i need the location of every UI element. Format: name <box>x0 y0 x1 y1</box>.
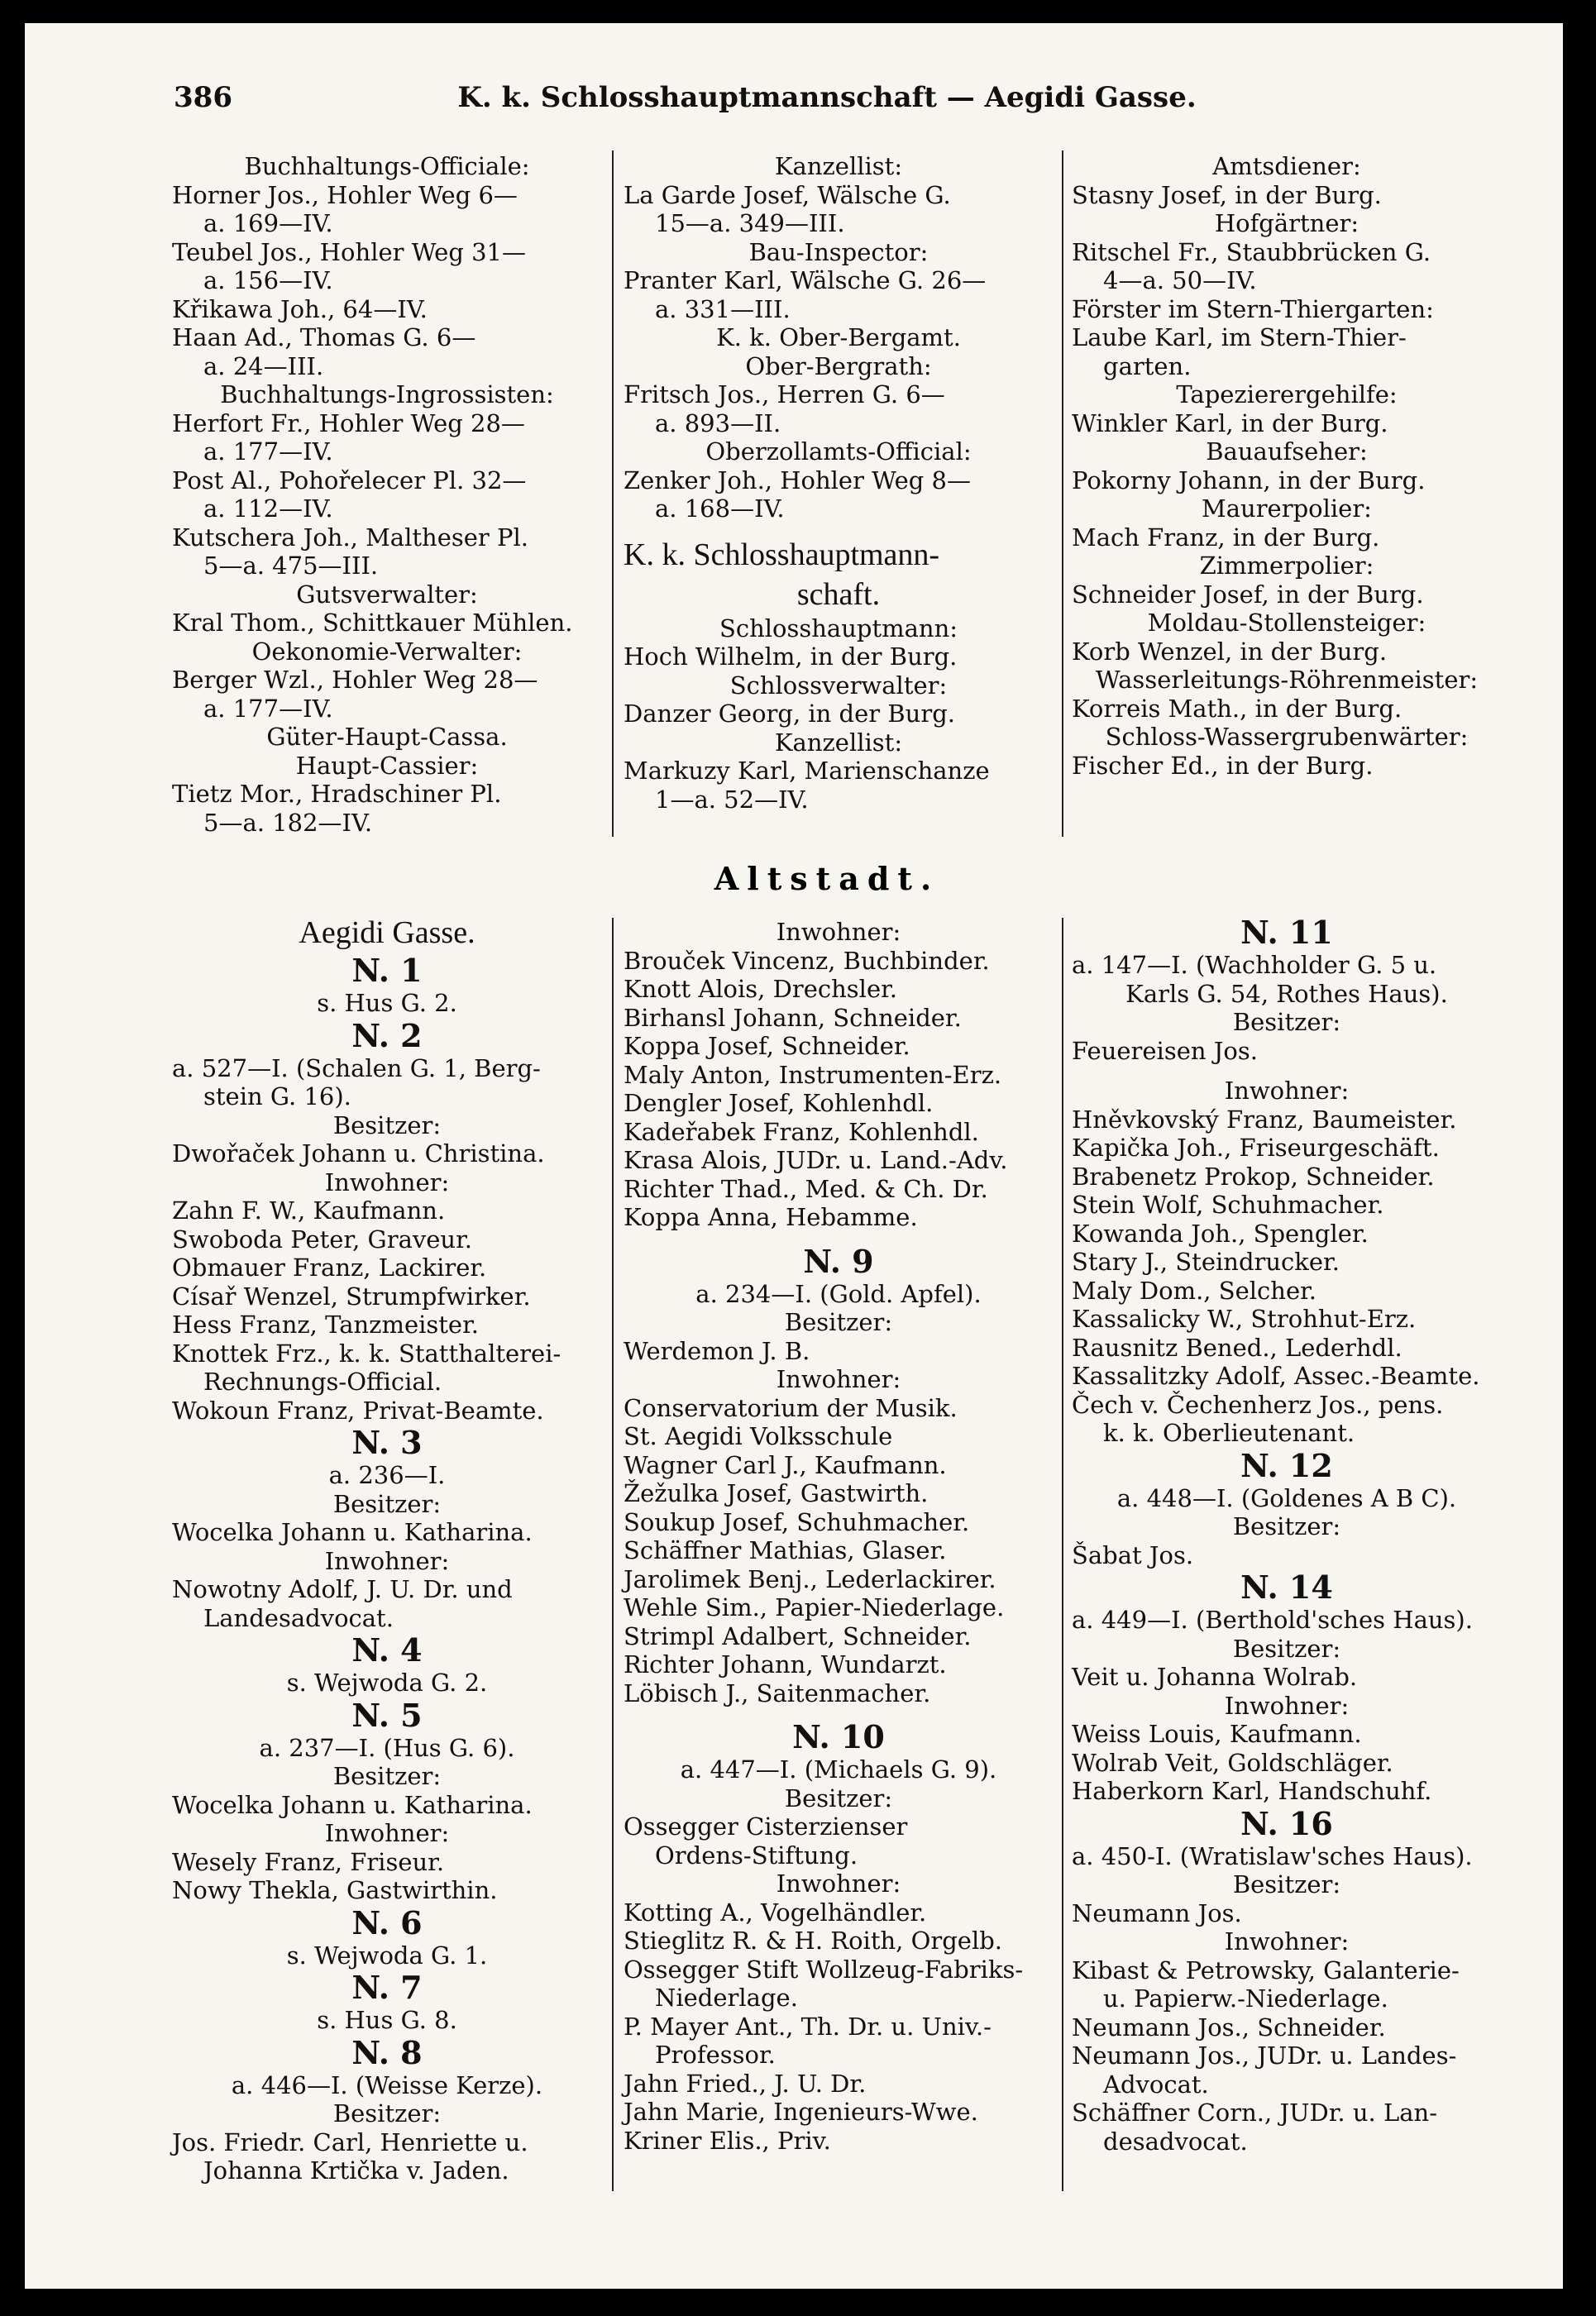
entry-line: Zenker Joh., Hohler Weg 8— <box>624 466 972 494</box>
house-number: N. 1 <box>351 952 423 989</box>
entry-line: Hofgärtner: <box>1214 209 1359 237</box>
entry-line: Kibast & Petrowsky, Galanterie- <box>1072 1955 1460 1984</box>
entry-line: La Garde Josef, Wälsche G. <box>624 180 951 209</box>
entry-line: Hněvkovský Franz, Baumeister. <box>1072 1105 1457 1134</box>
entry-line: Nowotny Adolf, J. U. Dr. und <box>172 1575 513 1603</box>
entry-line: Richter Thad., Med. & Ch. Dr. <box>624 1174 988 1203</box>
entry-line: Besitzer: <box>332 1489 442 1518</box>
entry-line: k. k. Oberlieutenant. <box>1103 1419 1355 1447</box>
entry-line: Oberzollamts-Official: <box>705 437 972 466</box>
entry-line: Dengler Josef, Kohlenhdl. <box>624 1089 934 1117</box>
entry-line: Gutsverwalter: <box>296 580 478 609</box>
entry-line: u. Papierw.-Niederlage. <box>1103 1984 1388 2013</box>
entry-line: s. Wejwoda G. 2. <box>286 1669 488 1697</box>
entry-line: Jahn Marie, Ingenieurs-Wwe. <box>624 2098 978 2126</box>
entry-line: Winkler Karl, in der Burg. <box>1072 408 1388 437</box>
entry-line: Inwohner: <box>776 918 901 946</box>
entry-line: Maurerpolier: <box>1202 494 1372 523</box>
bottom-column-1 <box>172 913 602 2185</box>
entry-line: Advocat. <box>1103 2070 1209 2099</box>
entry-line: a. 449—I. (Berthold'sches Haus). <box>1072 1606 1473 1634</box>
entry-line: a. 236—I. <box>328 1461 446 1489</box>
entry-line: Aegidi Gasse. <box>299 915 475 950</box>
entry-line: K. k. Ober-Bergamt. <box>716 323 961 351</box>
entry-line: 5—a. 182—IV. <box>203 808 373 837</box>
entry-line: a. 156—IV. <box>203 266 333 294</box>
entry-line: Tietz Mor., Hradschiner Pl. <box>172 780 502 808</box>
entry-line: Veit u. Johanna Wolrab. <box>1072 1663 1358 1691</box>
house-number: N. 3 <box>351 1424 423 1461</box>
entry-line: Berger Wzl., Hohler Weg 28— <box>172 666 538 694</box>
entry-line: Zimmerpolier: <box>1199 552 1374 580</box>
entry-line: Křikawa Joh., 64—IV. <box>172 294 428 323</box>
entry-line: Schneider Josef, in der Burg. <box>1072 580 1424 609</box>
entry-line: Korb Wenzel, in der Burg. <box>1072 637 1388 666</box>
entry-line: Schlossverwalter: <box>729 671 948 700</box>
entry-line: Stasny Josef, in der Burg. <box>1072 180 1382 209</box>
entry-line: Maly Dom., Selcher. <box>1072 1276 1317 1305</box>
entry-line: Brouček Vincenz, Buchbinder. <box>624 946 990 975</box>
entry-line: Besitzer: <box>1232 1008 1341 1036</box>
column-divider <box>612 150 614 837</box>
column-divider <box>1062 918 1063 2191</box>
entry-line: Förster im Stern-Thiergarten: <box>1072 294 1434 323</box>
entry-line: Koppa Josef, Schneider. <box>624 1032 910 1060</box>
house-number: N. 7 <box>351 1969 423 2006</box>
entry-line: Císař Wenzel, Strumpfwirker. <box>172 1282 531 1311</box>
entry-line: Knottek Frz., k. k. Statthalterei- <box>172 1339 561 1368</box>
entry-line: Niederlage. <box>655 1984 798 2012</box>
entry-line: Haupt-Cassier: <box>295 751 479 780</box>
entry-line: Inwohner: <box>324 1819 450 1847</box>
entry-line: Wagner Carl J., Kaufmann. <box>624 1450 947 1479</box>
entry-line: Weiss Louis, Kaufmann. <box>1072 1720 1362 1748</box>
house-number: N. 16 <box>1240 1804 1333 1842</box>
entry-line: Krasa Alois, JUDr. u. Land.-Adv. <box>624 1146 1008 1174</box>
entry-line: Fritsch Jos., Herren G. 6— <box>624 380 945 408</box>
entry-line: Moldau-Stollensteiger: <box>1147 609 1426 637</box>
entry-line: Haberkorn Karl, Handschuhf. <box>1072 1777 1432 1805</box>
house-number: N. 9 <box>803 1242 874 1280</box>
entry-line: Conservatorium der Musik. <box>624 1393 958 1422</box>
entry-line: Inwohner: <box>1224 1691 1350 1720</box>
entry-line: Besitzer: <box>1232 1512 1341 1540</box>
entry-line: Hoch Wilhelm, in der Burg. <box>624 642 958 671</box>
page-header <box>149 73 1505 122</box>
entry-line: garten. <box>1103 351 1192 380</box>
entry-line: s. Hus G. 8. <box>317 2006 457 2034</box>
entry-line: Tapezierergehilfe: <box>1176 380 1398 408</box>
house-number: N. 10 <box>792 1718 885 1755</box>
entry-line: a. 177—IV. <box>203 437 333 466</box>
entry-line: Neumann Jos., JUDr. u. Landes- <box>1072 2041 1457 2070</box>
entry-line: s. Wejwoda G. 1. <box>286 1941 488 1970</box>
spacer <box>624 523 1054 535</box>
entry-line: stein G. 16). <box>203 1082 351 1110</box>
running-title: K. k. Schlosshauptmannschaft — Aegidi Gasse. <box>457 81 1197 114</box>
entry-line: Nowy Thekla, Gastwirthin. <box>172 1876 498 1904</box>
entry-line: Kadeřabek Franz, Kohlenhdl. <box>624 1117 979 1146</box>
entry-line: Maly Anton, Instrumenten-Erz. <box>624 1060 1002 1089</box>
entry-line: Werdemon J. B. <box>624 1336 810 1365</box>
bottom-column-3 <box>1072 914 1502 2156</box>
entry-line: Inwohner: <box>776 1365 901 1393</box>
entry-line: Zahn F. W., Kaufmann. <box>172 1196 446 1225</box>
entry-line: Inwohner: <box>324 1168 450 1196</box>
entry-line: a. 169—IV. <box>203 209 333 237</box>
entry-line: Danzer Georg, in der Burg. <box>624 700 956 728</box>
entry-line: Koppa Anna, Hebamme. <box>624 1203 918 1231</box>
entry-line: Swoboda Peter, Graveur. <box>172 1225 472 1254</box>
entry-line: Besitzer: <box>332 1110 442 1139</box>
entry-line: Jahn Fried., J. U. Dr. <box>624 2069 867 2098</box>
house-number: N. 11 <box>1240 914 1333 951</box>
entry-line: Güter-Haupt-Cassa. <box>266 723 508 751</box>
top-column-3 <box>1072 152 1502 780</box>
entry-line: Stary J., Steindrucker. <box>1072 1248 1340 1276</box>
entry-line: Kanzellist: <box>774 728 903 757</box>
entry-line: Oekonomie-Verwalter: <box>251 637 523 666</box>
entry-line: Strimpl Adalbert, Schneider. <box>624 1621 972 1650</box>
entry-line: Kassalicky W., Strohhut-Erz. <box>1072 1305 1417 1333</box>
entry-line: Besitzer: <box>1232 1634 1341 1663</box>
entry-line: Herfort Fr., Hohler Weg 28— <box>172 408 525 437</box>
entry-line: a. 234—I. (Gold. Apfel). <box>695 1279 982 1308</box>
house-number: N. 5 <box>351 1696 423 1734</box>
entry-line: a. 450-I. (Wratislaw'sches Haus). <box>1072 1841 1473 1870</box>
entry-line: Markuzy Karl, Marienschanze <box>624 757 990 785</box>
entry-line: Besitzer: <box>332 1762 442 1790</box>
entry-line: a. 112—IV. <box>203 494 333 523</box>
entry-line: Rechnungs-Official. <box>203 1368 442 1396</box>
entry-line: Schlosshauptmann: <box>719 614 958 642</box>
spacer <box>624 1707 1054 1719</box>
section-title: Altstadt. <box>714 860 940 897</box>
entry-line: Hess Franz, Tanzmeister. <box>172 1311 479 1339</box>
entry-line: Kassalitzky Adolf, Assec.-Beamte. <box>1072 1362 1480 1390</box>
entry-line: schaft. <box>796 576 881 612</box>
entry-line: Besitzer: <box>1232 1870 1341 1898</box>
entry-line: Kriner Elis., Priv. <box>624 2126 831 2155</box>
entry-line: Richter Johann, Wundarzt. <box>624 1650 947 1679</box>
entry-line: Teubel Jos., Hohler Weg 31— <box>172 237 527 266</box>
entry-line: 15—a. 349—III. <box>655 209 845 237</box>
spacer <box>624 1232 1054 1244</box>
entry-line: Besitzer: <box>332 2099 442 2127</box>
entry-line: Ordens-Stiftung. <box>655 1841 858 1870</box>
section-title-band <box>149 860 1505 901</box>
entry-line: P. Mayer Ant., Th. Dr. u. Univ.- <box>624 2012 992 2041</box>
entry-line: Knott Alois, Drechsler. <box>624 975 898 1003</box>
top-column-2 <box>624 152 1054 814</box>
entry-line: Stieglitz R. & H. Roith, Orgelb. <box>624 1927 1003 1955</box>
house-number: N. 12 <box>1240 1446 1333 1484</box>
entry-line: Laube Karl, im Stern-Thier- <box>1072 323 1407 351</box>
entry-line: Inwohner: <box>1224 1077 1350 1105</box>
entry-line: Landesadvocat. <box>203 1603 394 1632</box>
top-column-1 <box>172 152 602 837</box>
entry-line: Amtsdiener: <box>1212 152 1361 180</box>
entry-line: a. 168—IV. <box>655 494 785 523</box>
entry-line: Buchhaltungs-Ingrossisten: <box>220 380 554 408</box>
entry-line: Kapička Joh., Friseurgeschäft. <box>1072 1134 1440 1162</box>
column-divider <box>1062 150 1063 837</box>
entry-line: Johanna Krtička v. Jaden. <box>203 2156 509 2185</box>
entry-line: a. 24—III. <box>203 351 324 380</box>
entry-line: Fischer Ed., in der Burg. <box>1072 751 1374 780</box>
entry-line: Bauaufseher: <box>1206 437 1368 466</box>
page-number: 386 <box>174 81 232 114</box>
entry-line: Wocelka Johann u. Katharina. <box>172 1790 533 1819</box>
entry-line: a. 448—I. (Goldenes A B C). <box>1116 1483 1457 1512</box>
entry-line: Wolrab Veit, Goldschläger. <box>1072 1748 1393 1777</box>
entry-line: Pokorny Johann, in der Burg. <box>1072 466 1426 494</box>
house-number: N. 6 <box>351 1903 423 1941</box>
entry-line: Wesely Franz, Friseur. <box>172 1847 445 1876</box>
entry-line: desadvocat. <box>1103 2127 1248 2156</box>
entry-line: Kotting A., Vogelhändler. <box>624 1898 927 1927</box>
entry-line: s. Hus G. 2. <box>317 989 457 1017</box>
entry-line: Wasserleitungs-Röhrenmeister: <box>1095 666 1479 694</box>
entry-line: 5—a. 475—III. <box>203 552 379 580</box>
entry-line: a. 446—I. (Weisse Kerze). <box>231 2070 543 2099</box>
entry-line: Bau-Inspector: <box>748 237 929 266</box>
entry-line: Žežulka Josef, Gastwirth. <box>624 1479 929 1507</box>
entry-line: Ossegger Cisterzienser <box>624 1812 908 1841</box>
entry-line: Schäffner Mathias, Glaser. <box>624 1536 947 1564</box>
entry-line: Wokoun Franz, Privat-Beamte. <box>172 1396 544 1425</box>
spacer <box>1072 1065 1502 1077</box>
entry-line: Kutschera Joh., Maltheser Pl. <box>172 523 528 552</box>
entry-line: Soukup Josef, Schuhmacher. <box>624 1507 970 1536</box>
entry-line: Ritschel Fr., Staubbrücken G. <box>1072 237 1431 266</box>
entry-line: Schloss-Wassergrubenwärter: <box>1105 723 1469 751</box>
entry-line: Wocelka Johann u. Katharina. <box>172 1518 533 1546</box>
entry-line: Buchhaltungs-Officiale: <box>244 152 530 180</box>
entry-line: Pranter Karl, Wälsche G. 26— <box>624 266 987 294</box>
entry-line: Čech v. Čechenherz Jos., pens. <box>1072 1390 1444 1419</box>
entry-line: Besitzer: <box>784 1308 893 1336</box>
entry-line: Inwohner: <box>324 1546 450 1575</box>
entry-line: Šabat Jos. <box>1072 1540 1194 1569</box>
entry-line: Kanzellist: <box>774 152 903 180</box>
entry-line: Korreis Math., in der Burg. <box>1072 694 1402 723</box>
entry-line: Wehle Sim., Papier-Niederlage. <box>624 1593 1005 1621</box>
entry-line: Dwořaček Johann u. Christina. <box>172 1139 545 1168</box>
entry-line: Kral Thom., Schittkauer Mühlen. <box>172 609 573 637</box>
entry-line: Neumann Jos., Schneider. <box>1072 2013 1386 2041</box>
entry-line: St. Aegidi Volksschule <box>624 1422 893 1450</box>
entry-line: Stein Wolf, Schuhmacher. <box>1072 1191 1384 1219</box>
entry-line: Professor. <box>655 2041 776 2069</box>
entry-line: Mach Franz, in der Burg. <box>1072 523 1380 552</box>
entry-line: a. 527—I. (Schalen G. 1, Berg- <box>172 1053 541 1082</box>
entry-line: Birhansl Johann, Schneider. <box>624 1003 962 1032</box>
entry-line: 1—a. 52—IV. <box>655 785 809 814</box>
entry-line: Besitzer: <box>784 1784 893 1812</box>
entry-line: 4—a. 50—IV. <box>1103 266 1257 294</box>
entry-line: Jos. Friedr. Carl, Henriette u. <box>172 2127 528 2156</box>
entry-line: Kowanda Joh., Spengler. <box>1072 1219 1369 1248</box>
entry-line: a. 447—I. (Michaels G. 9). <box>680 1755 997 1784</box>
house-number: N. 4 <box>351 1631 423 1669</box>
entry-line: Löbisch J., Saitenmacher. <box>624 1679 931 1707</box>
entry-line: Schäffner Corn., JUDr. u. Lan- <box>1072 2099 1438 2127</box>
entry-line: Feuereisen Jos. <box>1072 1036 1258 1065</box>
entry-line: Inwohner: <box>776 1870 901 1898</box>
house-number: N. 14 <box>1240 1569 1333 1606</box>
entry-line: Obmauer Franz, Lackirer. <box>172 1254 487 1282</box>
entry-line: a. 147—I. (Wachholder G. 5 u. <box>1072 951 1437 979</box>
entry-line: a. 237—I. (Hus G. 6). <box>259 1733 515 1762</box>
entry-line: Neumann Jos. <box>1072 1898 1242 1927</box>
house-number: N. 2 <box>351 1016 423 1054</box>
entry-line: Karls G. 54, Rothes Haus). <box>1125 979 1448 1008</box>
entry-line: K. k. Schlosshauptmann- <box>624 537 940 572</box>
entry-line: a. 893—II. <box>655 408 781 437</box>
entry-line: Haan Ad., Thomas G. 6— <box>172 323 476 351</box>
entry-line: Inwohner: <box>1224 1927 1350 1955</box>
house-number: N. 8 <box>351 2033 423 2071</box>
bottom-column-2 <box>624 918 1054 2155</box>
entry-line: Ober-Bergrath: <box>745 351 932 380</box>
entry-line: Rausnitz Bened., Lederhdl. <box>1072 1333 1402 1362</box>
entry-line: Horner Jos., Hohler Weg 6— <box>172 180 518 209</box>
entry-line: Brabenetz Prokop, Schneider. <box>1072 1162 1435 1191</box>
entry-line: Jarolimek Benj., Lederlackirer. <box>624 1564 996 1593</box>
entry-line: Ossegger Stift Wollzeug-Fabriks- <box>624 1955 1024 1984</box>
entry-line: Post Al., Pohořelecer Pl. 32— <box>172 466 527 494</box>
entry-line: a. 331—III. <box>655 294 791 323</box>
column-divider <box>612 918 614 2191</box>
entry-line: a. 177—IV. <box>203 694 333 723</box>
